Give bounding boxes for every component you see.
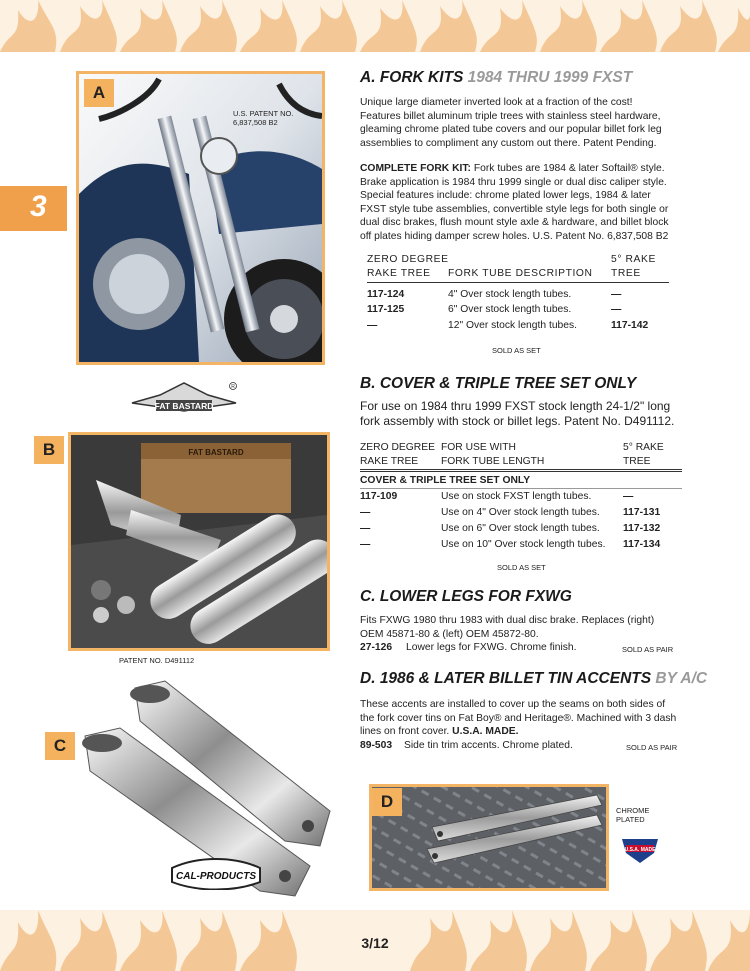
section-b-intro: For use on 1984 thru 1999 FXST stock length 24-1/2" long fork assembly with stock or billet legs. Patent No. D491112. [360,399,675,428]
section-d-title [360,670,707,688]
table-row-zero: — [360,507,371,518]
section-a-title-text: FORK KITS [379,69,464,86]
photo-d-tin-accents [369,784,609,891]
table-row-desc: 4" Over stock length tubes. [448,289,572,300]
table-row-zero: 117-109 [360,491,398,502]
part-desc-c: Lower legs for FXWG. Chrome finish. [406,642,577,653]
col-header-use-2: FORK TUBE LENGTH [441,456,545,467]
table-row-desc: 6" Over stock length tubes. [448,304,572,315]
table-row-zero: — [360,523,371,534]
section-a-kit-text [360,162,675,244]
part-number-c: 27-126 [360,642,393,653]
figure-letter-a: A [84,79,114,107]
usa-made-badge [620,835,660,865]
table-row-zero: 117-124 [367,289,405,300]
sold-as-set-b: SOLD AS SET [497,563,546,572]
section-d-prefix: D. [360,670,376,687]
top-flame-border [0,0,750,52]
table-row-desc: Use on 6" Over stock length tubes. [441,523,600,534]
section-c-prefix: C. [360,588,376,605]
page-number: 3/12 [361,935,389,951]
kit-description: Fork tubes are 1984 & later Softail® style. Brake application is 1984 thru 1999 single or dual disc caliper style. Special features include: chrome plated lower legs, 1984 & later FXST style tube assemblies, convertible style legs for both single or dual disc brakes, flush mount style axle & hardware, and billet block off plates hiding damper screw holes. U.S. Patent No. 6,837,508 B2 [360,163,669,242]
tin-accent-illustration [372,787,606,888]
section-c-intro: Fits FXWG 1980 thru 1983 with dual disc brake. Replaces (right) OEM 45871-80 & (left) OEM 45872-80. [360,615,655,640]
table-row-desc: Use on 4" Over stock length tubes. [441,507,600,518]
section-d-intro [360,698,680,739]
table-subhead: COVER & TRIPLE TREE SET ONLY [360,475,531,486]
table-a-rule [367,282,669,283]
fat-bastard-logo [130,381,238,413]
table-row-rake: — [611,304,622,315]
sold-as-pair-c: SOLD AS PAIR [622,645,674,654]
section-b-prefix: B. [360,375,376,392]
patent-caption-a: U.S. PATENT NO. 6,837,508 B2 [233,109,294,127]
col-header-zero-1: ZERO DEGREE [360,442,435,453]
table-row-rake: 117-132 [623,523,661,534]
section-d-intro-text: These accents are installed to cover up the seams on both sides of the fork cover tins on Fat Boy® and Heritage®. Machined with 3 dash lines on front cover. [360,699,677,738]
col-header-desc: FORK TUBE DESCRIPTION [448,268,593,279]
section-d-title-grey: BY A/C [655,670,708,687]
col-header-zero-2: RAKE TREE [360,456,419,467]
fat-bastard-text: FAT BASTARD [154,401,214,411]
sold-as-set-a: SOLD AS SET [492,346,541,355]
table-row-desc: 12" Over stock length tubes. [448,320,578,331]
svg-text:R: R [231,384,235,390]
figure-letter-b: B [34,436,64,464]
section-a-intro: Unique large diameter inverted look at a fraction of the cost! Features billet aluminum triple trees with stainless steel hardware, gleaming chrome plated tube covers and our popular billet fork leg assemblies to compliment any custom out there. Patent Pending. [360,97,662,149]
col-header-rake-2: TREE [623,456,651,467]
section-c-title [360,588,572,606]
part-desc-d: Side tin trim accents. Chrome plated. [404,740,573,751]
usa-badge-text: U.S.A. MADE [624,847,656,853]
col-header-rake-1: 5° RAKE [611,254,656,265]
col-header-rake-2: TREE [611,268,641,279]
patent-caption-b: PATENT NO. D491112 [119,656,195,665]
figure-letter-c: C [45,732,75,760]
table-b-rule-1 [360,469,682,470]
section-c-title-text: LOWER LEGS FOR FXWG [379,588,572,605]
usa-made-text: U.S.A. MADE. [452,726,519,738]
table-row-desc: Use on stock FXST length tubes. [441,491,592,502]
cal-products-logo [168,858,264,890]
part-number-d: 89-503 [360,740,393,751]
figure-letter-d: D [372,788,402,816]
sold-as-pair-d: SOLD AS PAIR [626,743,678,752]
table-row-zero: — [367,320,378,331]
table-row-rake: 117-134 [623,539,661,550]
section-b-title [360,375,636,393]
table-b-rule-3 [360,488,682,489]
table-row-rake: 117-142 [611,320,649,331]
col-header-use-1: FOR USE WITH [441,442,516,453]
cal-products-text: CAL-PRODUCTS [176,871,256,882]
section-d-title-text: 1986 & LATER BILLET TIN ACCENTS [379,670,652,687]
table-row-zero: 117-125 [367,304,405,315]
table-b-rule-2 [360,471,682,472]
section-a-prefix: A. [360,69,376,86]
box-label: FAT BASTARD [188,448,244,457]
table-row-desc: Use on 10" Over stock length tubes. [441,539,606,550]
chrome-plated-caption: CHROME PLATED [616,806,650,824]
table-row-rake: — [611,289,622,300]
table-row-rake: 117-131 [623,507,661,518]
covers-illustration [71,435,327,648]
section-a-title [360,69,632,87]
photo-b-covers-trees [68,432,330,651]
col-header-zero-1: ZERO DEGREE [367,254,449,265]
col-header-zero-2: RAKE TREE [367,268,431,279]
kit-label: COMPLETE FORK KIT: [360,163,471,174]
table-row-zero: — [360,539,371,550]
section-b-title-text: COVER & TRIPLE TREE SET ONLY [379,375,637,392]
section-tab: 3 [0,186,67,231]
col-header-rake-1: 5° RAKE [623,442,664,453]
table-row-rake: — [623,491,634,502]
section-a-title-grey: 1984 THRU 1999 FXST [467,69,633,86]
